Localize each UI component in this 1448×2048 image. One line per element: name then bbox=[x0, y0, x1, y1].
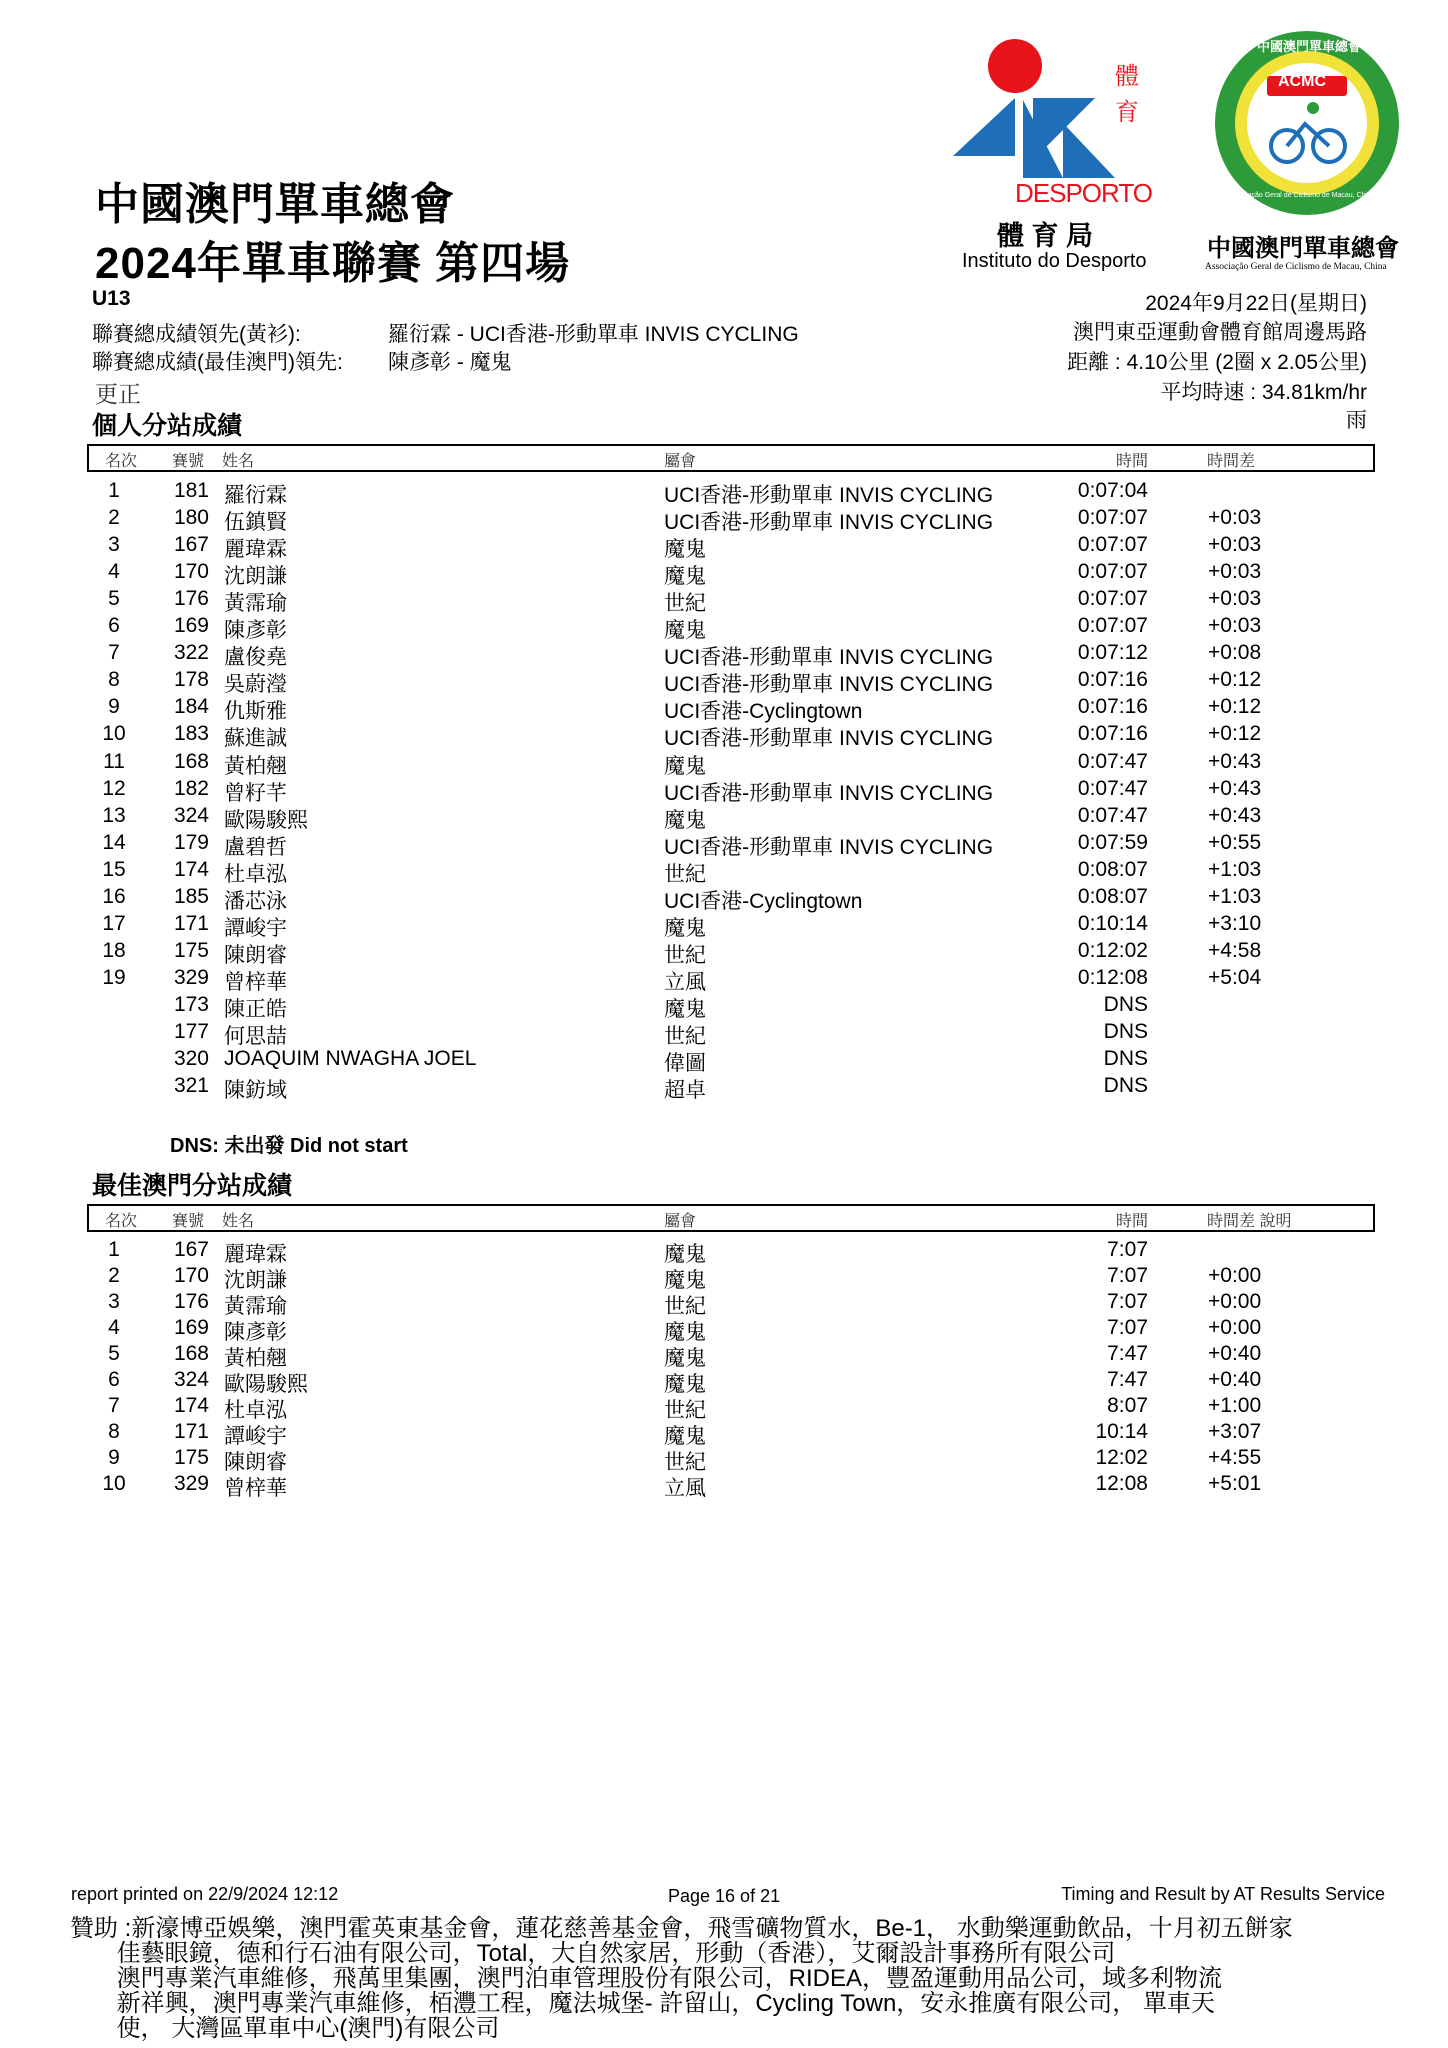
table-row bbox=[0, 993, 1448, 1020]
cell-club: UCI香港-形動單車 INVIS CYCLING bbox=[664, 835, 994, 859]
cell-name: 羅衍霖 bbox=[224, 484, 287, 507]
cell-bib: 168 bbox=[173, 749, 209, 773]
cell-time: 0:07:47 bbox=[1077, 803, 1148, 827]
cell-club: 立風 bbox=[664, 1477, 706, 1500]
table-row bbox=[0, 722, 1448, 749]
cell-bib: 171 bbox=[173, 911, 209, 935]
cell-time: 0:10:14 bbox=[1077, 911, 1148, 935]
cell-club: 世紀 bbox=[664, 592, 706, 616]
cell-bib: 167 bbox=[173, 1238, 209, 1261]
cell-gap: +3:07 bbox=[1208, 1420, 1262, 1443]
desporto-logo bbox=[945, 28, 1155, 278]
cell-name: 陳彥彰 bbox=[224, 1321, 287, 1344]
cell-gap: +0:03 bbox=[1208, 560, 1262, 584]
table-row bbox=[0, 804, 1448, 831]
table-row bbox=[0, 1394, 1448, 1421]
cell-bib: 176 bbox=[173, 587, 209, 611]
cell-time: 7:47 bbox=[1107, 1368, 1148, 1391]
cell-club: 世紀 bbox=[664, 1399, 706, 1422]
table-row bbox=[0, 641, 1448, 668]
cell-time: 0:07:59 bbox=[1077, 830, 1148, 854]
cell-name: 歐陽駿熙 bbox=[224, 1373, 308, 1396]
table-row bbox=[0, 1446, 1448, 1473]
cell-time: DNS bbox=[1103, 992, 1148, 1016]
cell-bib: 322 bbox=[173, 641, 209, 665]
cell-gap: +0:43 bbox=[1208, 803, 1262, 827]
cell-rank: 19 bbox=[102, 965, 126, 989]
cell-rank: 10 bbox=[102, 722, 126, 746]
cell-gap: +0:00 bbox=[1208, 1290, 1262, 1313]
cell-name: JOAQUIM NWAGHA JOEL bbox=[224, 1047, 477, 1071]
cell-bib: 177 bbox=[173, 1020, 209, 1043]
cell-rank: 17 bbox=[102, 911, 126, 935]
cell-club: UCI香港-形動單車 INVIS CYCLING bbox=[664, 484, 994, 507]
cell-rank: 9 bbox=[108, 1446, 120, 1469]
cell-rank: 8 bbox=[108, 668, 120, 692]
cell-time: 0:07:07 bbox=[1077, 614, 1148, 638]
cell-gap: +4:55 bbox=[1208, 1446, 1262, 1469]
table-row bbox=[0, 750, 1448, 777]
table-row bbox=[0, 533, 1448, 560]
cell-club: UCI香港-形動單車 INVIS CYCLING bbox=[664, 646, 994, 670]
table-row bbox=[0, 560, 1448, 587]
cell-bib: 169 bbox=[173, 1316, 209, 1339]
race-distance: 距離 : 4.10公里 (2圈 x 2.05公里) bbox=[1067, 351, 1367, 374]
cell-gap: +4:58 bbox=[1208, 938, 1262, 962]
table-row bbox=[0, 1264, 1448, 1291]
cell-bib: 171 bbox=[173, 1420, 209, 1443]
cell-bib: 176 bbox=[173, 1290, 209, 1313]
cell-bib: 167 bbox=[173, 533, 209, 557]
table-row bbox=[0, 831, 1448, 858]
cell-rank: 14 bbox=[102, 830, 126, 854]
cell-bib: 185 bbox=[173, 884, 209, 908]
cell-name: 譚峻宇 bbox=[224, 1425, 287, 1448]
cell-club: 世紀 bbox=[664, 1451, 706, 1474]
cell-gap: +0:00 bbox=[1208, 1316, 1262, 1339]
cell-time: 7:07 bbox=[1107, 1316, 1148, 1339]
cell-rank: 5 bbox=[108, 1342, 120, 1365]
cell-rank: 11 bbox=[103, 749, 125, 773]
cell-bib: 180 bbox=[173, 506, 209, 530]
cell-bib: 184 bbox=[173, 695, 209, 719]
cell-bib: 170 bbox=[173, 1264, 209, 1287]
individual-table-header bbox=[87, 444, 1375, 472]
cell-name: 黃柏翹 bbox=[224, 1347, 287, 1370]
cell-time: 0:07:12 bbox=[1077, 641, 1148, 665]
table-row bbox=[0, 1047, 1448, 1074]
cell-rank: 10 bbox=[102, 1472, 126, 1495]
leader-yellow-label: 聯賽總成績領先(黃衫): bbox=[92, 323, 301, 346]
table-row bbox=[0, 1472, 1448, 1499]
cell-club: UCI香港-形動單車 INVIS CYCLING bbox=[664, 781, 994, 805]
cell-gap: +0:00 bbox=[1208, 1264, 1262, 1287]
cell-time: 7:07 bbox=[1107, 1264, 1148, 1287]
cell-bib: 168 bbox=[173, 1342, 209, 1365]
acmc-ring-top: 中國澳門單車總會 bbox=[1257, 39, 1362, 54]
report-printed: report printed on 22/9/2024 12:12 bbox=[71, 1884, 339, 1904]
cell-time: 0:08:07 bbox=[1077, 884, 1148, 908]
cell-gap: +5:01 bbox=[1208, 1472, 1262, 1495]
cell-name: 陳正皓 bbox=[224, 997, 287, 1021]
cell-time: 0:08:07 bbox=[1077, 857, 1148, 881]
cell-rank: 6 bbox=[108, 614, 120, 638]
cell-rank: 16 bbox=[102, 884, 126, 908]
cell-gap: +0:03 bbox=[1208, 614, 1262, 638]
cell-club: 超卓 bbox=[664, 1079, 706, 1103]
cell-time: 7:07 bbox=[1107, 1238, 1148, 1261]
cell-time: 0:07:16 bbox=[1077, 695, 1148, 719]
table-row bbox=[0, 777, 1448, 804]
table-row bbox=[0, 614, 1448, 641]
table-row bbox=[0, 912, 1448, 939]
cell-time: 12:02 bbox=[1095, 1446, 1148, 1469]
table-row bbox=[0, 1074, 1448, 1101]
cell-club: 魔鬼 bbox=[664, 538, 706, 562]
leader-macau-value: 陳彥彰 - 魔鬼 bbox=[388, 351, 512, 374]
cell-rank: 1 bbox=[108, 479, 120, 502]
col-rank: 名次 bbox=[105, 1213, 138, 1230]
cell-bib: 169 bbox=[173, 614, 209, 638]
cell-name: 沈朗謙 bbox=[224, 1269, 287, 1292]
cell-rank: 6 bbox=[108, 1368, 120, 1391]
cell-time: 0:07:07 bbox=[1077, 587, 1148, 611]
acmc-abbr: ACMC bbox=[1278, 73, 1326, 90]
cell-rank: 2 bbox=[108, 506, 120, 530]
individual-section-title: 個人分站成績 bbox=[92, 412, 243, 440]
cell-time: 0:07:16 bbox=[1077, 668, 1148, 692]
cell-rank: 3 bbox=[108, 1290, 120, 1313]
cell-bib: 170 bbox=[173, 560, 209, 584]
desporto-cn: 體 育 局 bbox=[997, 221, 1094, 251]
col-time: 時間 bbox=[1116, 1213, 1149, 1230]
race-venue: 澳門東亞運動會體育館周邊馬路 bbox=[1073, 321, 1367, 344]
cell-name: 黃柏翹 bbox=[224, 754, 287, 778]
cell-club: UCI香港-形動單車 INVIS CYCLING bbox=[664, 673, 994, 697]
cell-name: 盧碧哲 bbox=[224, 835, 287, 859]
cell-bib: 173 bbox=[173, 992, 209, 1016]
table-row bbox=[0, 939, 1448, 966]
page-subtitle: 2024年單車聯賽 第四場 bbox=[95, 239, 571, 288]
cell-time: 0:07:07 bbox=[1077, 533, 1148, 557]
cell-time: 8:07 bbox=[1107, 1394, 1148, 1417]
cell-gap: +0:40 bbox=[1208, 1368, 1262, 1391]
cell-bib: 329 bbox=[173, 1472, 209, 1495]
cell-rank: 15 bbox=[102, 857, 126, 881]
cell-bib: 174 bbox=[173, 1394, 209, 1417]
cell-gap: +5:04 bbox=[1208, 965, 1262, 989]
sponsors: 贊助 :新濠博亞娛樂，澳門霍英東基金會，蓮花慈善基金會，飛雪礦物質水，Be-1， 水動樂運動飲品，十月初五餅家 佳藝眼鏡，德和行石油有限公司，Total，大自然家居，形動（香港），艾爾設計事務所有限公司 澳門專業汽車維修，飛萬里集團，澳門泊車管理股份有限公司，RIDEA，豐盈運動用品公司，域多利物流 新祥興，澳門專業汽車維修，栢灃工程，魔法城堡- 許留山，Cycling Town，安永推廣有限公司， 單車天 使， 大灣區單車中心(澳門)有限公司 bbox=[70, 1915, 1293, 2042]
cell-name: 陳彥彰 bbox=[224, 619, 287, 643]
cell-club: 世紀 bbox=[664, 943, 706, 967]
cell-rank: 7 bbox=[108, 641, 120, 665]
cell-gap: +1:03 bbox=[1208, 857, 1262, 881]
cell-gap: +0:03 bbox=[1208, 506, 1262, 530]
cell-time: 0:07:07 bbox=[1077, 506, 1148, 530]
table-row bbox=[0, 1316, 1448, 1343]
dns-note: DNS: 未出發 Did not start bbox=[170, 1135, 408, 1157]
cell-time: 7:47 bbox=[1107, 1342, 1148, 1365]
acmc-ring-bottom: Associação Geral de Ciclismo de Macau, China bbox=[1227, 192, 1375, 199]
col-club: 屬會 bbox=[664, 453, 697, 470]
cell-club: 魔鬼 bbox=[664, 619, 706, 643]
cell-name: 陳鈁域 bbox=[224, 1079, 287, 1103]
cell-name: 潘芯泳 bbox=[224, 889, 287, 913]
cell-gap: +0:43 bbox=[1208, 749, 1262, 773]
table-row bbox=[0, 966, 1448, 993]
cell-club: UCI香港-形動單車 INVIS CYCLING bbox=[664, 511, 994, 535]
cell-time: DNS bbox=[1103, 1047, 1148, 1071]
page-title: 中國澳門單車總會 bbox=[95, 180, 455, 229]
table-row bbox=[0, 668, 1448, 695]
cell-rank: 3 bbox=[108, 533, 120, 557]
cell-club: 魔鬼 bbox=[664, 1347, 706, 1370]
cell-rank: 7 bbox=[108, 1394, 120, 1417]
cell-name: 曾梓華 bbox=[224, 970, 287, 994]
cell-time: 0:07:47 bbox=[1077, 749, 1148, 773]
col-time: 時間 bbox=[1116, 453, 1149, 470]
cell-gap: +0:03 bbox=[1208, 587, 1262, 611]
cell-time: 0:07:16 bbox=[1077, 722, 1148, 746]
cell-name: 仇斯雅 bbox=[224, 700, 287, 724]
cell-rank: 4 bbox=[108, 560, 120, 584]
cell-bib: 174 bbox=[173, 857, 209, 881]
col-name: 姓名 bbox=[222, 1213, 255, 1230]
weather: 雨 bbox=[1346, 409, 1367, 432]
desporto-pt: Instituto do Desporto bbox=[962, 250, 1147, 272]
cell-name: 吳蔚瀅 bbox=[224, 673, 287, 697]
cell-bib: 175 bbox=[173, 1446, 209, 1469]
cell-bib: 324 bbox=[173, 1368, 209, 1391]
table-row bbox=[0, 1342, 1448, 1369]
cell-rank: 13 bbox=[102, 803, 126, 827]
cell-name: 陳朗睿 bbox=[224, 943, 287, 967]
cell-time: DNS bbox=[1103, 1074, 1148, 1098]
cell-name: 黃霈瑜 bbox=[224, 1295, 287, 1318]
cell-name: 沈朗謙 bbox=[224, 565, 287, 589]
cell-gap: +0:43 bbox=[1208, 776, 1262, 800]
correction-note: 更正 bbox=[95, 381, 141, 407]
timing-credit: Timing and Result by AT Results Service bbox=[1061, 1884, 1385, 1904]
cell-rank: 5 bbox=[108, 587, 120, 611]
cell-name: 陳朗睿 bbox=[224, 1451, 287, 1474]
col-gap: 時間差 說明 bbox=[1207, 1213, 1292, 1230]
cell-rank: 12 bbox=[102, 776, 126, 800]
col-name: 姓名 bbox=[222, 453, 255, 470]
cell-club: UCI香港-Cyclingtown bbox=[664, 889, 863, 913]
cell-bib: 183 bbox=[173, 722, 209, 746]
cell-name: 杜卓泓 bbox=[224, 1399, 287, 1422]
cell-name: 曾籽芊 bbox=[224, 781, 287, 805]
cell-gap: +0:12 bbox=[1208, 668, 1262, 692]
cell-rank: 9 bbox=[108, 695, 120, 719]
cell-club: 偉圖 bbox=[664, 1052, 706, 1076]
cell-bib: 321 bbox=[173, 1074, 209, 1098]
table-row bbox=[0, 1290, 1448, 1317]
acmc-emblem-icon bbox=[1195, 28, 1410, 218]
cell-club: 世紀 bbox=[664, 1025, 706, 1048]
cell-club: 魔鬼 bbox=[664, 997, 706, 1021]
col-rank: 名次 bbox=[105, 453, 138, 470]
cell-gap: +0:40 bbox=[1208, 1342, 1262, 1365]
cell-time: 0:07:47 bbox=[1077, 776, 1148, 800]
cell-bib: 329 bbox=[173, 965, 209, 989]
cell-club: 魔鬼 bbox=[664, 1425, 706, 1448]
cell-gap: +0:55 bbox=[1208, 830, 1262, 854]
cell-time: 7:07 bbox=[1107, 1290, 1148, 1313]
cell-club: 世紀 bbox=[664, 862, 706, 886]
cell-club: 魔鬼 bbox=[664, 1321, 706, 1344]
cell-club: 魔鬼 bbox=[664, 916, 706, 940]
cell-time: 0:12:02 bbox=[1077, 938, 1148, 962]
cell-club: 魔鬼 bbox=[664, 1373, 706, 1396]
cell-rank: 18 bbox=[102, 938, 126, 962]
cell-club: UCI香港-Cyclingtown bbox=[664, 700, 863, 724]
cell-name: 歐陽駿熙 bbox=[224, 808, 308, 832]
desporto-word: DESPORTO bbox=[1015, 178, 1152, 208]
cell-rank: 1 bbox=[108, 1238, 120, 1261]
desporto-char-1: 體 bbox=[1115, 63, 1139, 90]
cell-time: DNS bbox=[1103, 1020, 1148, 1043]
cell-time: 0:12:08 bbox=[1077, 965, 1148, 989]
cell-gap: +3:10 bbox=[1208, 911, 1262, 935]
cell-name: 麗瑋霖 bbox=[224, 1243, 287, 1266]
table-row bbox=[0, 1238, 1448, 1265]
cell-bib: 179 bbox=[173, 830, 209, 854]
category: U13 bbox=[92, 287, 131, 310]
cell-gap: +0:12 bbox=[1208, 695, 1262, 719]
cell-club: UCI香港-形動單車 INVIS CYCLING bbox=[664, 727, 994, 751]
cell-club: 魔鬼 bbox=[664, 565, 706, 589]
col-bib: 賽號 bbox=[172, 1213, 205, 1230]
table-row bbox=[0, 479, 1448, 506]
cell-time: 0:07:04 bbox=[1077, 479, 1148, 502]
cell-name: 杜卓泓 bbox=[224, 862, 287, 886]
acmc-cn: 中國澳門單車總會 bbox=[1207, 235, 1399, 262]
cell-gap: +1:00 bbox=[1208, 1394, 1262, 1417]
macau-section-title: 最佳澳門分站成績 bbox=[92, 1172, 293, 1200]
cell-club: 立風 bbox=[664, 970, 706, 994]
cell-club: 魔鬼 bbox=[664, 808, 706, 832]
cell-gap: +0:12 bbox=[1208, 722, 1262, 746]
col-gap: 時間差 bbox=[1207, 453, 1256, 470]
cell-rank: 4 bbox=[108, 1316, 120, 1339]
cell-time: 12:08 bbox=[1095, 1472, 1148, 1495]
cell-name: 蘇進誠 bbox=[224, 727, 287, 751]
cell-time: 10:14 bbox=[1095, 1420, 1148, 1443]
cell-name: 麗瑋霖 bbox=[224, 538, 287, 562]
table-row bbox=[0, 695, 1448, 722]
table-row bbox=[0, 885, 1448, 912]
cell-name: 曾梓華 bbox=[224, 1477, 287, 1500]
cell-name: 譚峻宇 bbox=[224, 916, 287, 940]
table-row bbox=[0, 1420, 1448, 1447]
cell-gap: +1:03 bbox=[1208, 884, 1262, 908]
table-row bbox=[0, 1368, 1448, 1395]
cell-name: 何思喆 bbox=[224, 1025, 287, 1048]
cell-rank: 2 bbox=[108, 1264, 120, 1287]
cell-bib: 178 bbox=[173, 668, 209, 692]
cell-bib: 175 bbox=[173, 938, 209, 962]
leader-macau-label: 聯賽總成績(最佳澳門)領先: bbox=[92, 351, 343, 374]
cell-rank: 8 bbox=[108, 1420, 120, 1443]
cell-club: 世紀 bbox=[664, 1295, 706, 1318]
table-row bbox=[0, 858, 1448, 885]
cell-time: 0:07:07 bbox=[1077, 560, 1148, 584]
table-row bbox=[0, 587, 1448, 614]
cell-bib: 324 bbox=[173, 803, 209, 827]
cell-bib: 181 bbox=[173, 479, 209, 502]
cell-club: 魔鬼 bbox=[664, 1269, 706, 1292]
col-bib: 賽號 bbox=[172, 453, 205, 470]
macau-table-header bbox=[87, 1204, 1375, 1232]
cell-name: 伍鎮賢 bbox=[224, 511, 287, 535]
cell-name: 盧俊堯 bbox=[224, 646, 287, 670]
col-club: 屬會 bbox=[664, 1213, 697, 1230]
table-row bbox=[0, 1020, 1448, 1047]
cell-club: 魔鬼 bbox=[664, 1243, 706, 1266]
cell-bib: 182 bbox=[173, 776, 209, 800]
race-date: 2024年9月22日(星期日) bbox=[1145, 292, 1367, 315]
page-number: Page 16 of 21 bbox=[668, 1886, 781, 1906]
cell-club: 魔鬼 bbox=[664, 754, 706, 778]
acmc-pt: Associação Geral de Ciclismo de Macau, China bbox=[1205, 262, 1387, 272]
cell-name: 黃霈瑜 bbox=[224, 592, 287, 616]
avg-speed: 平均時速 : 34.81km/hr bbox=[1160, 381, 1367, 404]
acmc-logo bbox=[1195, 28, 1410, 278]
desporto-char-2: 育 bbox=[1115, 99, 1139, 126]
leader-yellow-value: 羅衍霖 - UCI香港-形動單車 INVIS CYCLING bbox=[388, 323, 799, 346]
cell-bib: 320 bbox=[173, 1047, 209, 1071]
table-row bbox=[0, 506, 1448, 533]
cell-gap: +0:08 bbox=[1208, 641, 1262, 665]
cell-gap: +0:03 bbox=[1208, 533, 1262, 557]
